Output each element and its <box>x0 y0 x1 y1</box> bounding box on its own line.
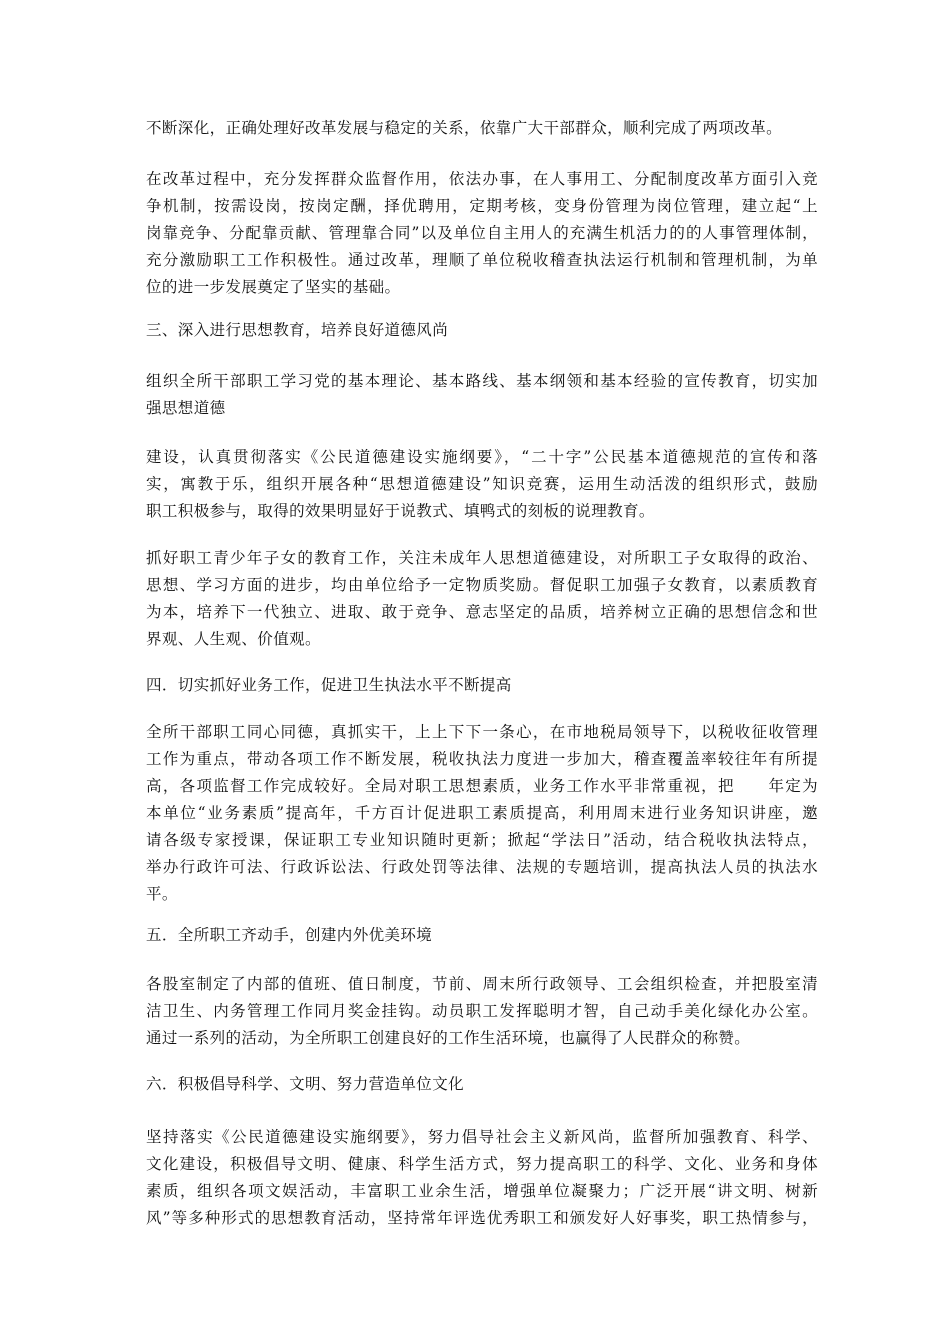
text-line: 高，各项监督工作完成较好。全局对职工思想素质，业务工作水平非常重视，把 年定为 <box>146 777 818 795</box>
paragraph-2 <box>146 166 818 301</box>
paragraph-12 <box>146 1124 818 1232</box>
heading-text: 四．切实抓好业务工作，促进卫生执法水平不断提高 <box>146 676 512 694</box>
text-line: 坚持落实《公民道德建设实施纲要》，努力倡导社会主义新风尚，监督所加强教育、科学、 <box>146 1128 818 1146</box>
section-heading-4 <box>146 672 818 699</box>
text-line: 实，寓教于乐，组织开展各种“思想道德建设”知识竞赛，运用生动活泼的组织形式，鼓励 <box>146 475 818 493</box>
paragraph-1 <box>146 115 818 142</box>
text-line: 职工积极参与，取得的效果明显好于说教式、填鸭式的刻板的说理教育。 <box>146 502 655 520</box>
paragraph-8 <box>146 719 818 908</box>
heading-text: 五．全所职工齐动手，创建内外优美环境 <box>146 926 433 944</box>
text-line: 平。 <box>146 885 178 903</box>
paragraph-10 <box>146 971 818 1052</box>
text-line: 不断深化，正确处理好改革发展与稳定的关系，依靠广大干部群众，顺利完成了两项改革。 <box>146 119 783 137</box>
section-heading-5 <box>146 922 818 949</box>
text-line: 争机制，按需设岗，按岗定酬，择优聘用，定期考核，变身份管理为岗位管理，建立起“上 <box>146 197 818 215</box>
text-line: 通过一系列的活动，为全所职工创建良好的工作生活环境，也赢得了人民群众的称赞。 <box>146 1029 751 1047</box>
text-line: 举办行政许可法、行政诉讼法、行政处罚等法律、法规的专题培训，提高执法人员的执法水 <box>146 858 818 876</box>
text-line: 界观、人生观、价值观。 <box>146 630 321 648</box>
text-line: 本单位“业务素质”提高年，千方百计促进职工素质提高，利用周末进行业务知识讲座，邀 <box>146 804 818 822</box>
paragraph-6 <box>146 545 818 653</box>
text-line: 全所干部职工同心同德，真抓实干，上上下下一条心，在市地税局领导下，以税收征收管理 <box>146 723 818 741</box>
text-line: 抓好职工青少年子女的教育工作，关注未成年人思想道德建设，对所职工子女取得的政治、 <box>146 549 818 567</box>
text-line: 在改革过程中，充分发挥群众监督作用，依法办事，在人事用工、分配制度改革方面引入竞 <box>146 170 818 188</box>
text-line: 为本，培养下一代独立、进取、敢于竞争、意志坚定的品质，培养树立正确的思想信念和世 <box>146 603 818 621</box>
section-heading-6 <box>146 1071 818 1098</box>
text-line: 文化建设，积极倡导文明、健康、科学生活方式，努力提高职工的科学、文化、业务和身体 <box>146 1155 818 1173</box>
text-line: 各股室制定了内部的值班、值日制度，节前、周末所行政领导、工会组织检查，并把股室清 <box>146 975 818 993</box>
heading-text: 三、深入进行思想教育，培养良好道德风尚 <box>146 321 449 339</box>
text-line: 充分激励职工工作积极性。通过改革，理顺了单位税收稽查执法运行机制和管理机制，为单 <box>146 251 818 269</box>
section-heading-3 <box>146 317 818 344</box>
text-line: 请各级专家授课，保证职工专业知识随时更新；掀起“学法日”活动，结合税收执法特点， <box>146 831 818 849</box>
text-line: 工作为重点，带动各项工作不断发展，税收执法力度进一步加大，稽查覆盖率较往年有所提 <box>146 750 818 768</box>
text-line: 风”等多种形式的思想教育活动，坚持常年评选优秀职工和颁发好人好事奖，职工热情参与， <box>146 1209 818 1227</box>
heading-text: 六．积极倡导科学、文明、努力营造单位文化 <box>146 1075 465 1093</box>
paragraph-4 <box>146 368 818 422</box>
text-line: 位的进一步发展奠定了坚实的基础。 <box>146 278 401 296</box>
text-line: 岗靠竞争、分配靠贡献、管理靠合同”以及单位自主用人的充满生机活力的的人事管理体制， <box>146 224 818 242</box>
text-line: 思想、学习方面的进步，均由单位给予一定物质奖励。督促职工加强子女教育，以素质教育 <box>146 576 818 594</box>
text-line: 建设，认真贯彻落实《公民道德建设实施纲要》，“二十字”公民基本道德规范的宣传和落 <box>146 448 818 466</box>
paragraph-5 <box>146 444 818 525</box>
text-line: 强思想道德 <box>146 399 226 417</box>
text-line: 素质，组织各项文娱活动，丰富职工业余生活，增强单位凝聚力；广泛开展“讲文明、树新 <box>146 1182 818 1200</box>
text-line: 洁卫生、内务管理工作同月奖金挂钩。动员职工发挥聪明才智，自己动手美化绿化办公室。 <box>146 1002 818 1020</box>
text-line: 组织全所干部职工学习党的基本理论、基本路线、基本纲领和基本经验的宣传教育，切实加 <box>146 372 818 390</box>
